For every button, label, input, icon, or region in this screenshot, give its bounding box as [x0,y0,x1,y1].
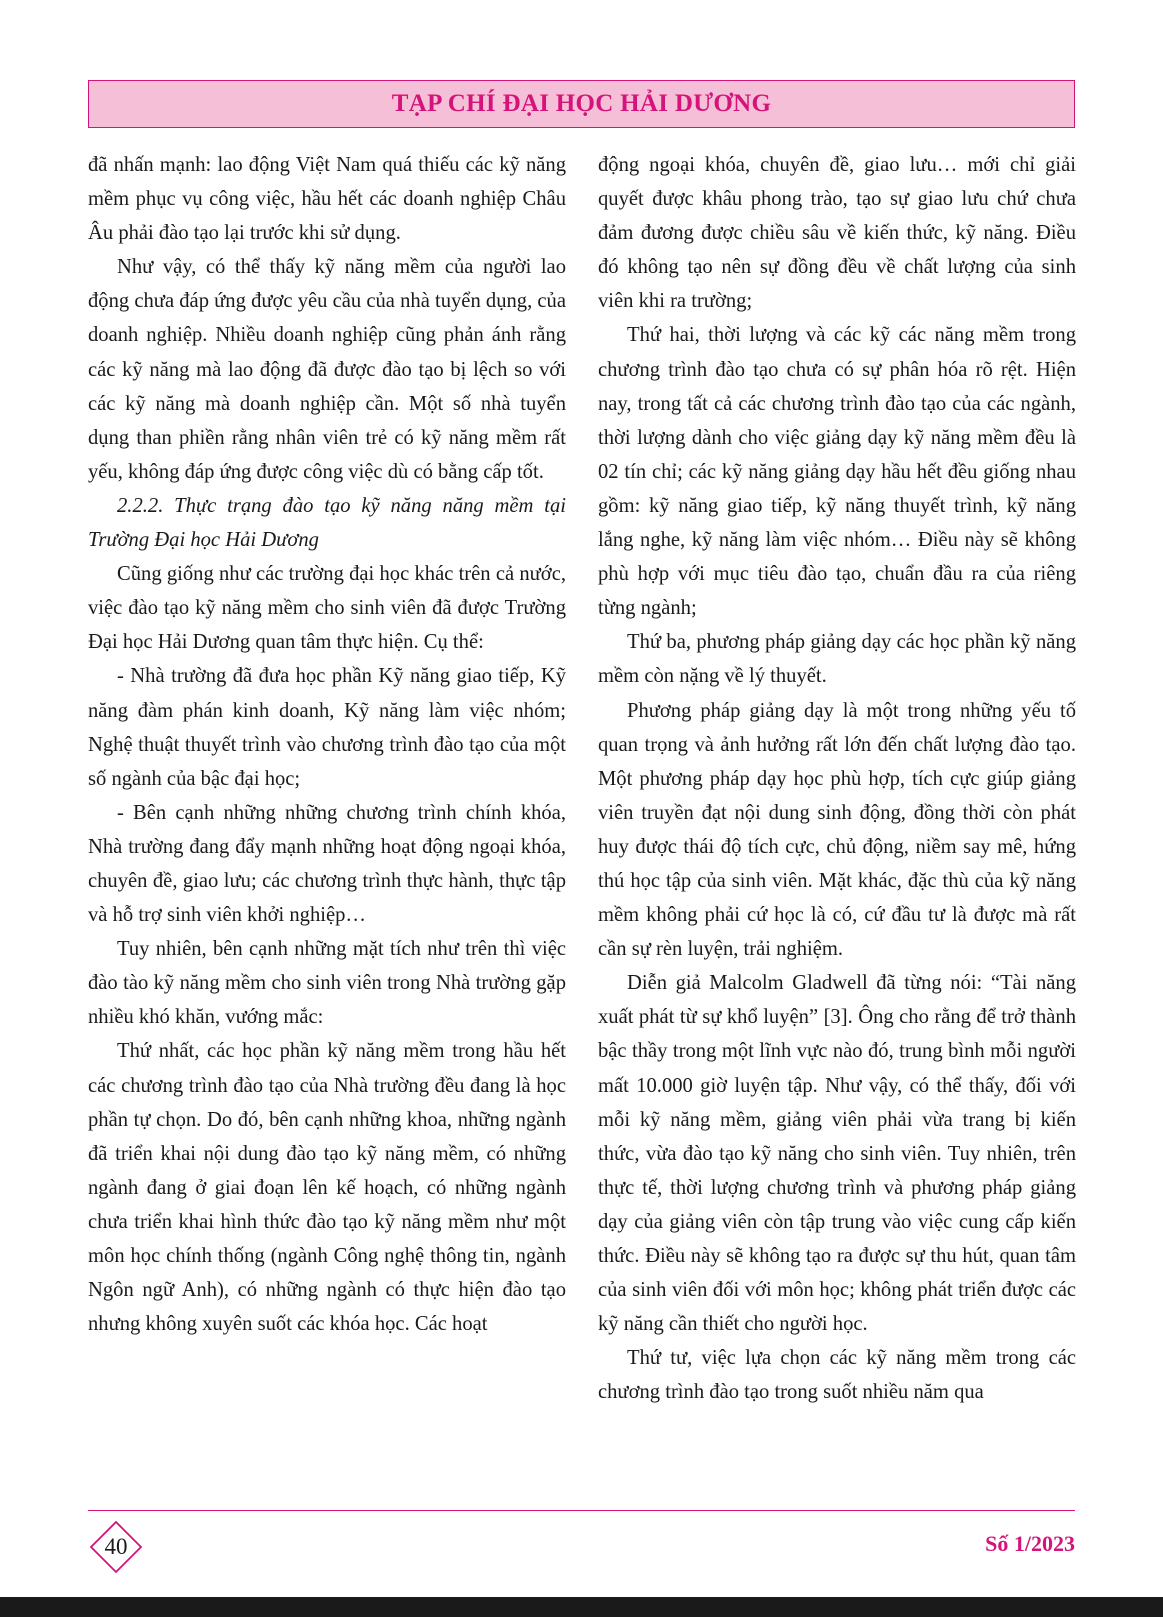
right-column [598,148,1076,1409]
paragraph: Như vậy, có thể thấy kỹ năng mềm của người lao động chưa đáp ứng được yêu cầu của nhà tuyển dụng, của doanh nghiệp. Nhiều doanh nghiệp cũng phản ánh rằng các kỹ năng mà lao động đã được đào tạo bị lệch so với các kỹ năng mà doanh nghiệp cần. Một số nhà tuyển dụng than phiền rằng nhân viên trẻ có kỹ năng mềm rất yếu, không đáp ứng được công việc dù có bằng cấp tốt. [88,256,566,483]
journal-header [88,80,1075,128]
paragraph: Phương pháp giảng dạy là một trong những yếu tố quan trọng và ảnh hưởng rất lớn đến chất lượng đào tạo. Một phương pháp dạy học phù hợp, tích cực giúp giảng viên truyền đạt nội dung sinh động, đồng thời còn phát huy được thái độ tích cực, chủ động, niềm say mê, hứng thú học tập của sinh viên. Mặt khác, đặc thù của kỹ năng mềm không phải cứ học là có, cứ đầu tư là được mà rất cần sự rèn luyện, trải nghiệm. [598,699,1076,961]
paragraph: động ngoại khóa, chuyên đề, giao lưu… mới chỉ giải quyết được khâu phong trào, tạo sự giao lưu chứ chưa đảm đương được chiều sâu về kiến thức, kỹ năng. Điều đó không tạo nên sự đồng đều về chất lượng của sinh viên khi ra trường; [598,154,1076,313]
issue-number: Số 1/2023 [985,1531,1075,1556]
bottom-band [0,1597,1163,1617]
paragraph: - Bên cạnh những những chương trình chính khóa, Nhà trường đang đẩy mạnh những hoạt động ngoại khóa, chuyên đề, giao lưu; các chương trình thực hành, thực tập và hỗ trợ sinh viên khởi nghiệp… [88,801,566,927]
paragraph: Thứ tư, việc lựa chọn các kỹ năng mềm trong các chương trình đào tạo trong suốt nhiều năm qua [598,1347,1076,1404]
paragraph: Diễn giả Malcolm Gladwell đã từng nói: “Tài năng xuất phát từ sự khổ luyện” [3]. Ông cho rằng để trở thành bậc thầy trong một lĩnh vực nào đó, trung bình mỗi người mất 10.000 giờ luyện tập. Như vậy, có thể thấy, đối với mỗi kỹ năng mềm, giảng viên phải vừa trang bị kiến thức, vừa đào tạo kỹ năng cho sinh viên. Tuy nhiên, trên thực tế, thời lượng chương trình và phương pháp giảng dạy của giảng viên còn tập trung vào việc cung cấp kiến thức. Điều này sẽ không tạo ra được sự thu hút, quan tâm của sinh viên đối với môn học; không phát triển được các kỹ năng cần thiết cho người học. [598,972,1076,1336]
paragraph: Thứ hai, thời lượng và các kỹ các năng mềm trong chương trình đào tạo chưa có sự phân hóa rõ rệt. Hiện nay, trong tất cả các chương trình đào tạo của các ngành, thời lượng dành cho việc giảng dạy kỹ năng mềm đều là 02 tín chỉ; các kỹ năng giảng dạy hầu hết đều giống nhau gồm: kỹ năng giao tiếp, kỹ năng thuyết trình, kỹ năng lắng nghe, kỹ năng làm việc nhóm… Điều này sẽ không phù hợp với mục tiêu đào tạo, chuẩn đầu ra của riêng từng ngành; [598,324,1076,620]
paragraph: đã nhấn mạnh: lao động Việt Nam quá thiếu các kỹ năng mềm phục vụ công việc, hầu hết các doanh nghiệp Châu Âu phải đào tạo lại trước khi sử dụng. [88,154,566,245]
page-number-badge [88,1519,144,1575]
paragraph: Cũng giống như các trường đại học khác trên cả nước, việc đào tạo kỹ năng mềm cho sinh viên đã được Trường Đại học Hải Dương quan tâm thực hiện. Cụ thể: [88,563,566,654]
footer-divider [88,1510,1075,1511]
left-column [88,148,566,1341]
paragraph: 2.2.2. Thực trạng đào tạo kỹ năng năng mềm tại Trường Đại học Hải Dương [88,494,566,552]
paragraph: Thứ ba, phương pháp giảng dạy các học phần kỹ năng mềm còn nặng về lý thuyết. [598,631,1076,688]
paragraph: - Nhà trường đã đưa học phần Kỹ năng giao tiếp, Kỹ năng đàm phán kinh doanh, Kỹ năng làm việc nhóm; Nghệ thuật thuyết trình vào chương trình đào tạo của một số ngành của bậc đại học; [88,665,566,790]
paragraph: Tuy nhiên, bên cạnh những mặt tích như trên thì việc đào tào kỹ năng mềm cho sinh viên trong Nhà trường gặp nhiều khó khăn, vướng mắc: [88,938,566,1029]
paragraph: Thứ nhất, các học phần kỹ năng mềm trong hầu hết các chương trình đào tạo của Nhà trường đều đang là học phần tự chọn. Do đó, bên cạnh những khoa, những ngành đã triển khai nội dung đào tạo kỹ năng mềm, có những ngành đang ở giai đoạn lên kế hoạch, có những ngành chưa triển khai hình thức đào tạo kỹ năng mềm như một môn học chính thống (ngành Công nghệ thông tin, ngành Ngôn ngữ Anh), có những ngành có thực hiện đào tạo nhưng không xuyên suốt các khóa học. Các hoạt [88,1040,566,1336]
page-number: 40 [104,1534,128,1559]
journal-title: TẠP CHÍ ĐẠI HỌC HẢI DƯƠNG [391,90,772,117]
